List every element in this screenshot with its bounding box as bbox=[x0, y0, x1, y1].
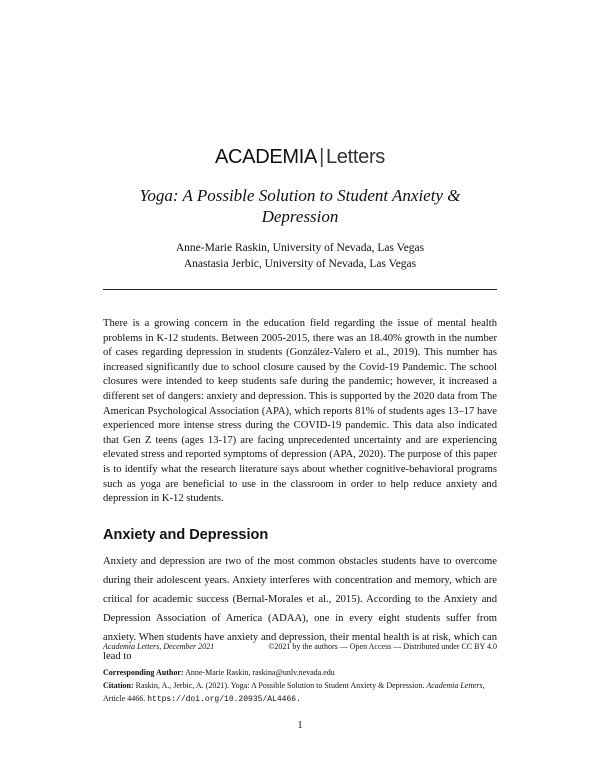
brand-separator: | bbox=[319, 146, 324, 168]
citation-text: Raskin, A., Jerbic, A. (2021). Yoga: A Possible Solution to Student Anxiety & Depression. bbox=[135, 681, 425, 690]
journal-date: Academia Letters, December 2021 bbox=[103, 642, 215, 651]
paper-title: Yoga: A Possible Solution to Student Anxiety & Depression bbox=[139, 186, 461, 226]
doi-link[interactable]: https://doi.org/10.20935/AL4466. bbox=[147, 695, 301, 704]
page-number: 1 bbox=[297, 720, 303, 731]
page-footer bbox=[103, 642, 497, 651]
section-heading: Anxiety and Depression bbox=[103, 527, 269, 543]
corresponding-label: Corresponding Author: bbox=[103, 668, 184, 677]
license-notice: ©2021 by the authors — Open Access — Distributed under CC BY 4.0 bbox=[268, 642, 497, 651]
section-paragraph: Anxiety and depression are two of the most common obstacles students have to overcome during their adolescent years. Anxiety interferes with concentration and memory, which are critical for academic success (Bernal-Morales et al., 2015). According to the Anxiety and Depression Association of America (ADAA), one in every eight students suffer from anxiety. When students have anxiety and depression, their mental health is at risk, which can lead to bbox=[103, 556, 497, 662]
author-list bbox=[100, 240, 500, 272]
citation-block bbox=[103, 666, 497, 706]
author: Anne-Marie Raskin, University of Nevada, Las Vegas bbox=[175, 242, 425, 254]
brand-series: Letters bbox=[325, 146, 386, 168]
citation-journal: Academia Letters bbox=[426, 681, 483, 690]
academia-letters-logo bbox=[0, 146, 600, 169]
author: Anastasia Jerbic, University of Nevada, Las Vegas bbox=[183, 258, 417, 270]
corresponding-author: Anne-Marie Raskin, raskina@unlv.nevada.edu bbox=[185, 668, 335, 677]
intro-paragraph: There is a growing concern in the education field regarding the issue of mental health problems in K-12 students. Between 2005-2015, there was an 18.40% growth in the number of cases regarding depression in students (González-Valero et al., 2019). This number has increased significantly due to school closure caused by the Covid-19 Pandemic. The school closures were intended to keep students safe during the pandemic; however, it increased a different set of dangers: anxiety and depression. This is supported by the 2020 data from The American Psychological Association (APA), which reports 81% of students ages 13–17 have experienced more intense stress during the COVID-19 pandemic. This data also indicated that Gen Z teens (ages 13-17) are facing unprecedented uncertainty and are experiencing elevated stress and reported symptoms of depression (APA, 2020). The purpose of this paper is to identify what the research literature says about whether cognitive-behavioral programs such as yoga are beneficial to use in the classroom in order to help reduce anxiety and depression in K-12 students. bbox=[103, 318, 497, 505]
citation-article: , Article 4466. bbox=[103, 681, 485, 703]
title-divider bbox=[103, 289, 497, 290]
brand-name: ACADEMIA bbox=[214, 146, 318, 168]
citation-label: Citation: bbox=[103, 681, 134, 690]
